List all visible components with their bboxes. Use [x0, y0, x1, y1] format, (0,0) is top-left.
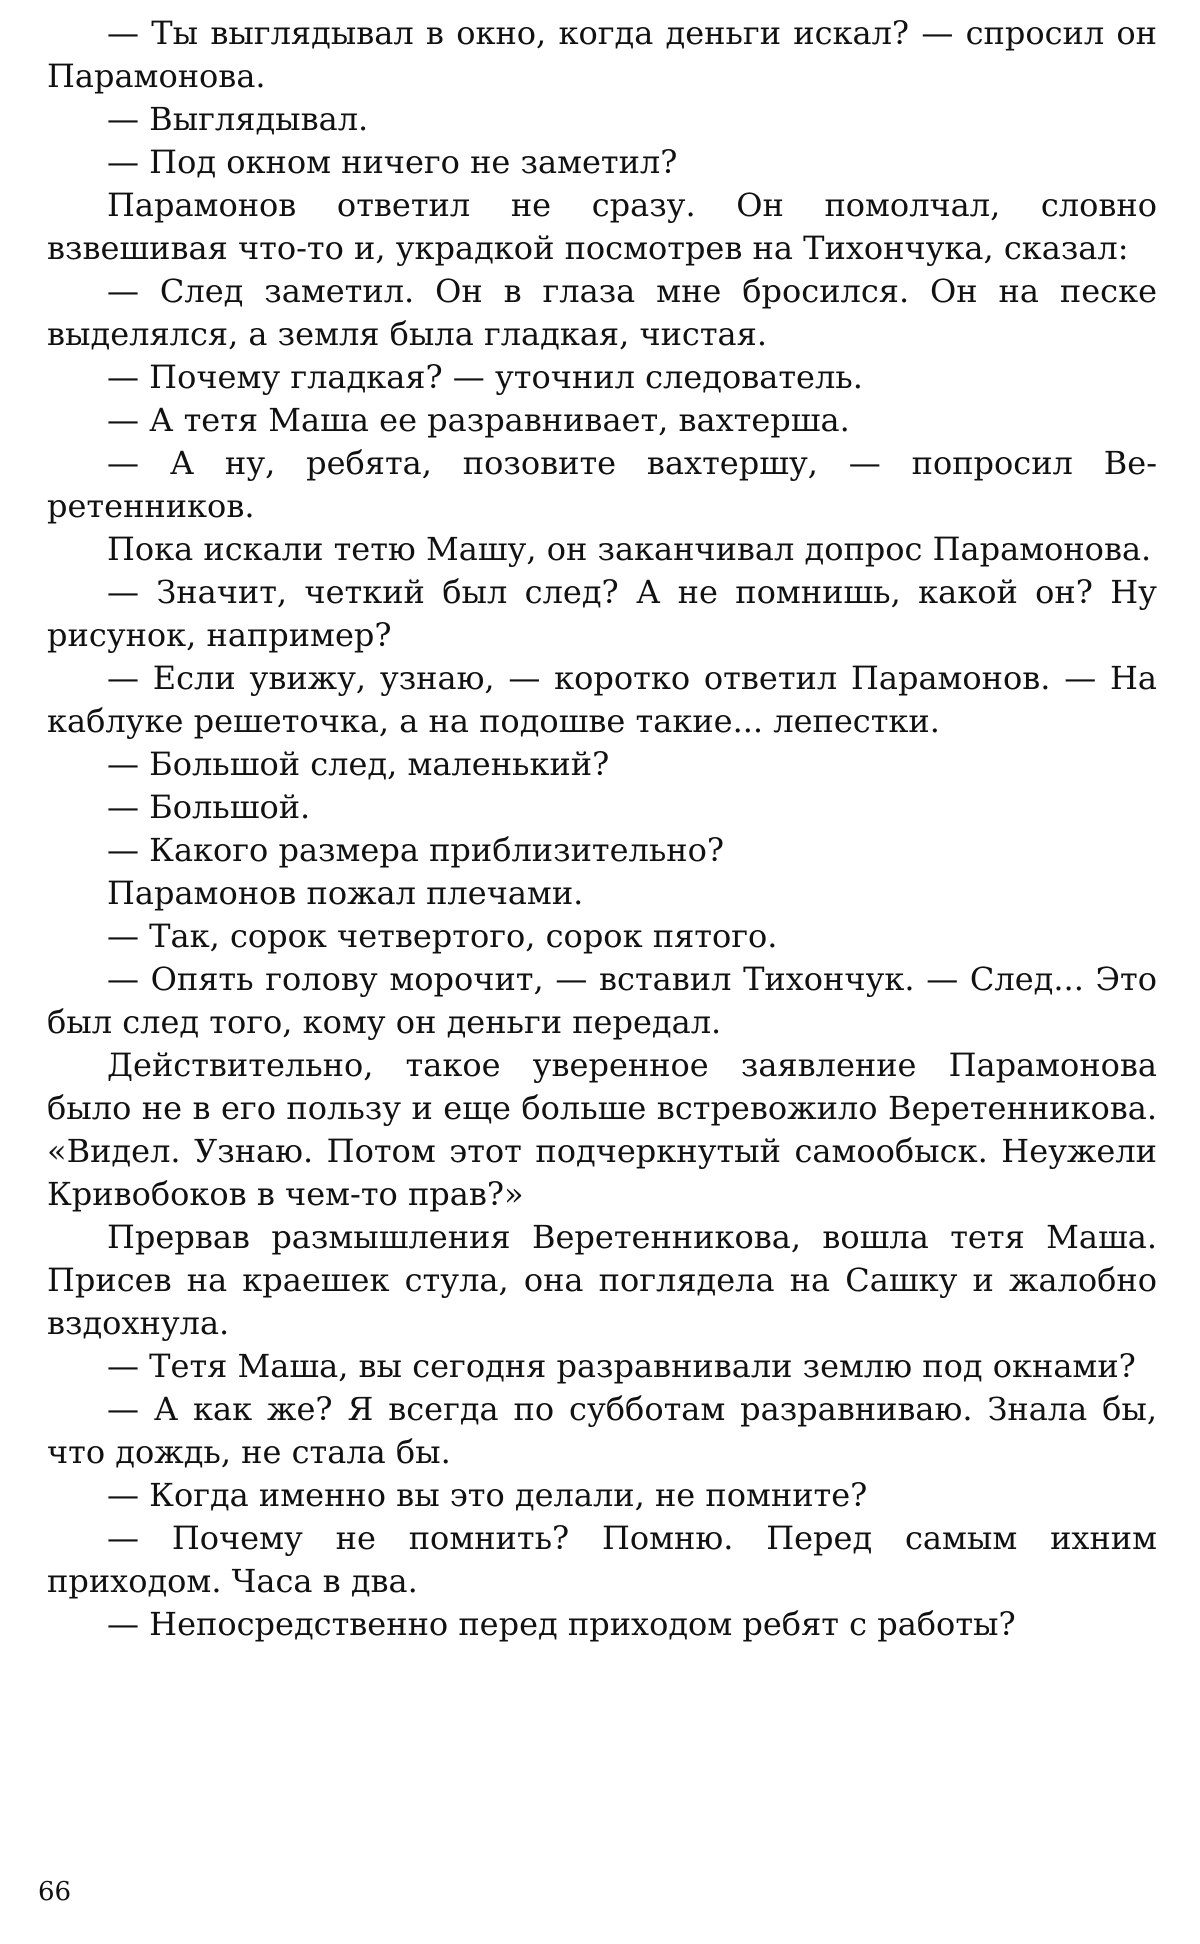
paragraph: — Почему гладкая? — уточнил следователь. — [107, 358, 863, 396]
page-number: 66 — [38, 1877, 72, 1907]
paragraph: — Значит, четкий был след? А не помнишь, какой он? Ну рисунок, например? — [47, 573, 1157, 654]
page-text — [47, 12, 1157, 1646]
paragraph: — Выглядывал. — [107, 100, 369, 138]
paragraph: — Тетя Маша, вы сегодня разравнивали землю под окнами? — [107, 1347, 1136, 1385]
paragraph: Парамонов ответил не сразу. Он помолчал, словно взвешивая что-то и, украдкой посмотрев на Тихончука, сказал: — [47, 186, 1157, 267]
paragraph: — Большой. — [107, 788, 311, 826]
paragraph: — А ну, ребята, позовите вахтершу, — попросил Веретенников. — [47, 444, 1157, 525]
paragraph: — Опять голову морочит, — вставил Тихончук. — След... Это был след того, кому он деньги передал. — [47, 960, 1157, 1041]
paragraph: — След заметил. Он в глаза мне бросился. Он на песке выделялся, а земля была гладкая, чистая. — [47, 272, 1157, 353]
paragraph: — Так, сорок четвертого, сорок пятого. — [107, 917, 778, 955]
paragraph: — Когда именно вы это делали, не помните? — [107, 1476, 868, 1514]
paragraph: — Под окном ничего не заметил? — [107, 143, 678, 181]
paragraph: — Непосредственно перед приходом ребят с работы? — [107, 1605, 1016, 1643]
paragraph: — Какого размера приблизительно? — [107, 831, 725, 869]
paragraph: Пока искали тетю Машу, он заканчивал допрос Парамонова. — [107, 530, 1152, 568]
paragraph: — Почему не помнить? Помню. Перед самым ихним приходом. Часа в два. — [47, 1519, 1157, 1600]
paragraph: — Ты выглядывал в окно, когда деньги искал? — спросил он Парамонова. — [47, 14, 1157, 95]
paragraph: Парамонов пожал плечами. — [107, 874, 584, 912]
paragraph: — Большой след, маленький? — [107, 745, 610, 783]
paragraph: Прервав размышления Веретенникова, вошла тетя Маша. Присев на краешек стула, она поглядела на Сашку и жалобно вздохнула. — [47, 1218, 1157, 1342]
paragraph: — Если увижу, узнаю, — коротко ответил Парамонов. — На каблуке решеточка, а на подошве такие... лепестки. — [47, 659, 1157, 740]
paragraph: Действительно, такое уверенное заявление Парамонова было не в его пользу и еще больше встревожило Веретенникова. «Видел. Узнаю. Потом этот подчеркнутый самообыск. Неужели Кривобоков в чем-то прав?» — [47, 1046, 1157, 1213]
paragraph: — А тетя Маша ее разравнивает, вахтерша. — [107, 401, 850, 439]
paragraph: — А как же? Я всегда по субботам разравниваю. Знала бы, что дождь, не стала бы. — [47, 1390, 1157, 1471]
